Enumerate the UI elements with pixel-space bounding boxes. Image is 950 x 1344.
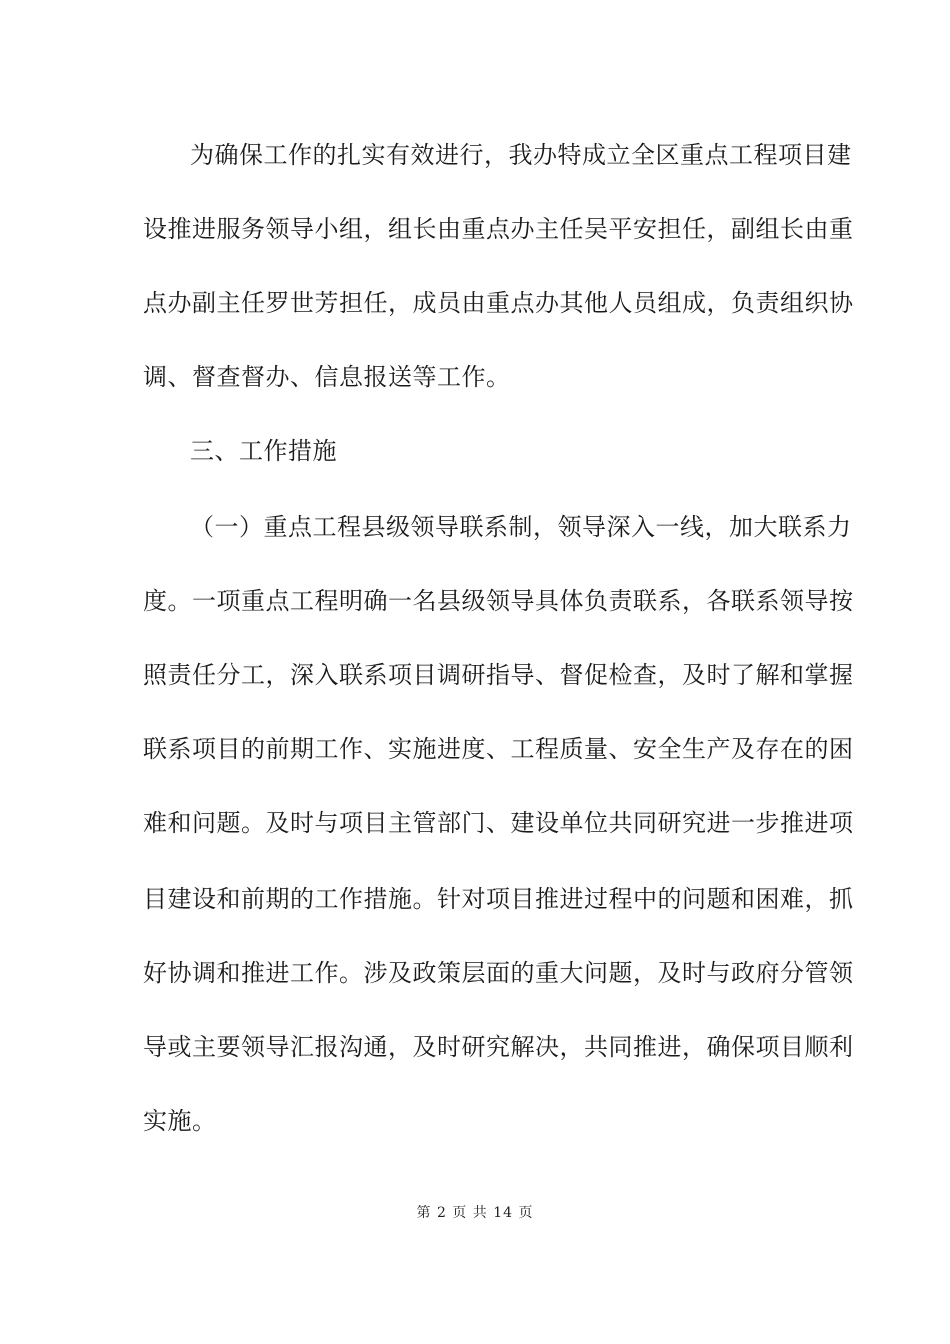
text-line: 导或主要领导汇报沟通，及时研究解决，共同推进，确保项目顺利 <box>143 1033 854 1061</box>
text-line: 为确保工作的扎实有效进行，我办特成立全区重点工程项目建 <box>190 141 852 169</box>
text-line: 目建设和前期的工作措施。针对项目推进过程中的问题和困难，抓 <box>143 885 854 913</box>
text-line: 度。一项重点工程明确一名县级领导具体负责联系，各联系领导按 <box>143 587 854 615</box>
text-line: 难和问题。及时与项目主管部门、建设单位共同研究进一步推进项 <box>143 809 854 837</box>
text-line: 联系项目的前期工作、实施进度、工程质量、安全生产及存在的困 <box>143 735 854 763</box>
text-line: 好协调和推进工作。涉及政策层面的重大问题，及时与政府分管领 <box>143 959 854 987</box>
text-line: 照责任分工，深入联系项目调研指导、督促检查，及时了解和掌握 <box>143 661 854 689</box>
text-line: 设推进服务领导小组，组长由重点办主任吴平安担任，副组长由重 <box>143 215 854 243</box>
text-line: 实施。 <box>143 1107 217 1135</box>
page-number-footer: 第 2 页 共 14 页 <box>416 1205 534 1221</box>
section-heading: 三、工作措施 <box>190 437 337 465</box>
text-line: （一）重点工程县级领导联系制，领导深入一线，加大联系力 <box>190 513 852 541</box>
text-line: 点办副主任罗世芳担任，成员由重点办其他人员组成，负责组织协 <box>143 289 854 317</box>
text-line: 调、督查督办、信息报送等工作。 <box>143 363 511 391</box>
